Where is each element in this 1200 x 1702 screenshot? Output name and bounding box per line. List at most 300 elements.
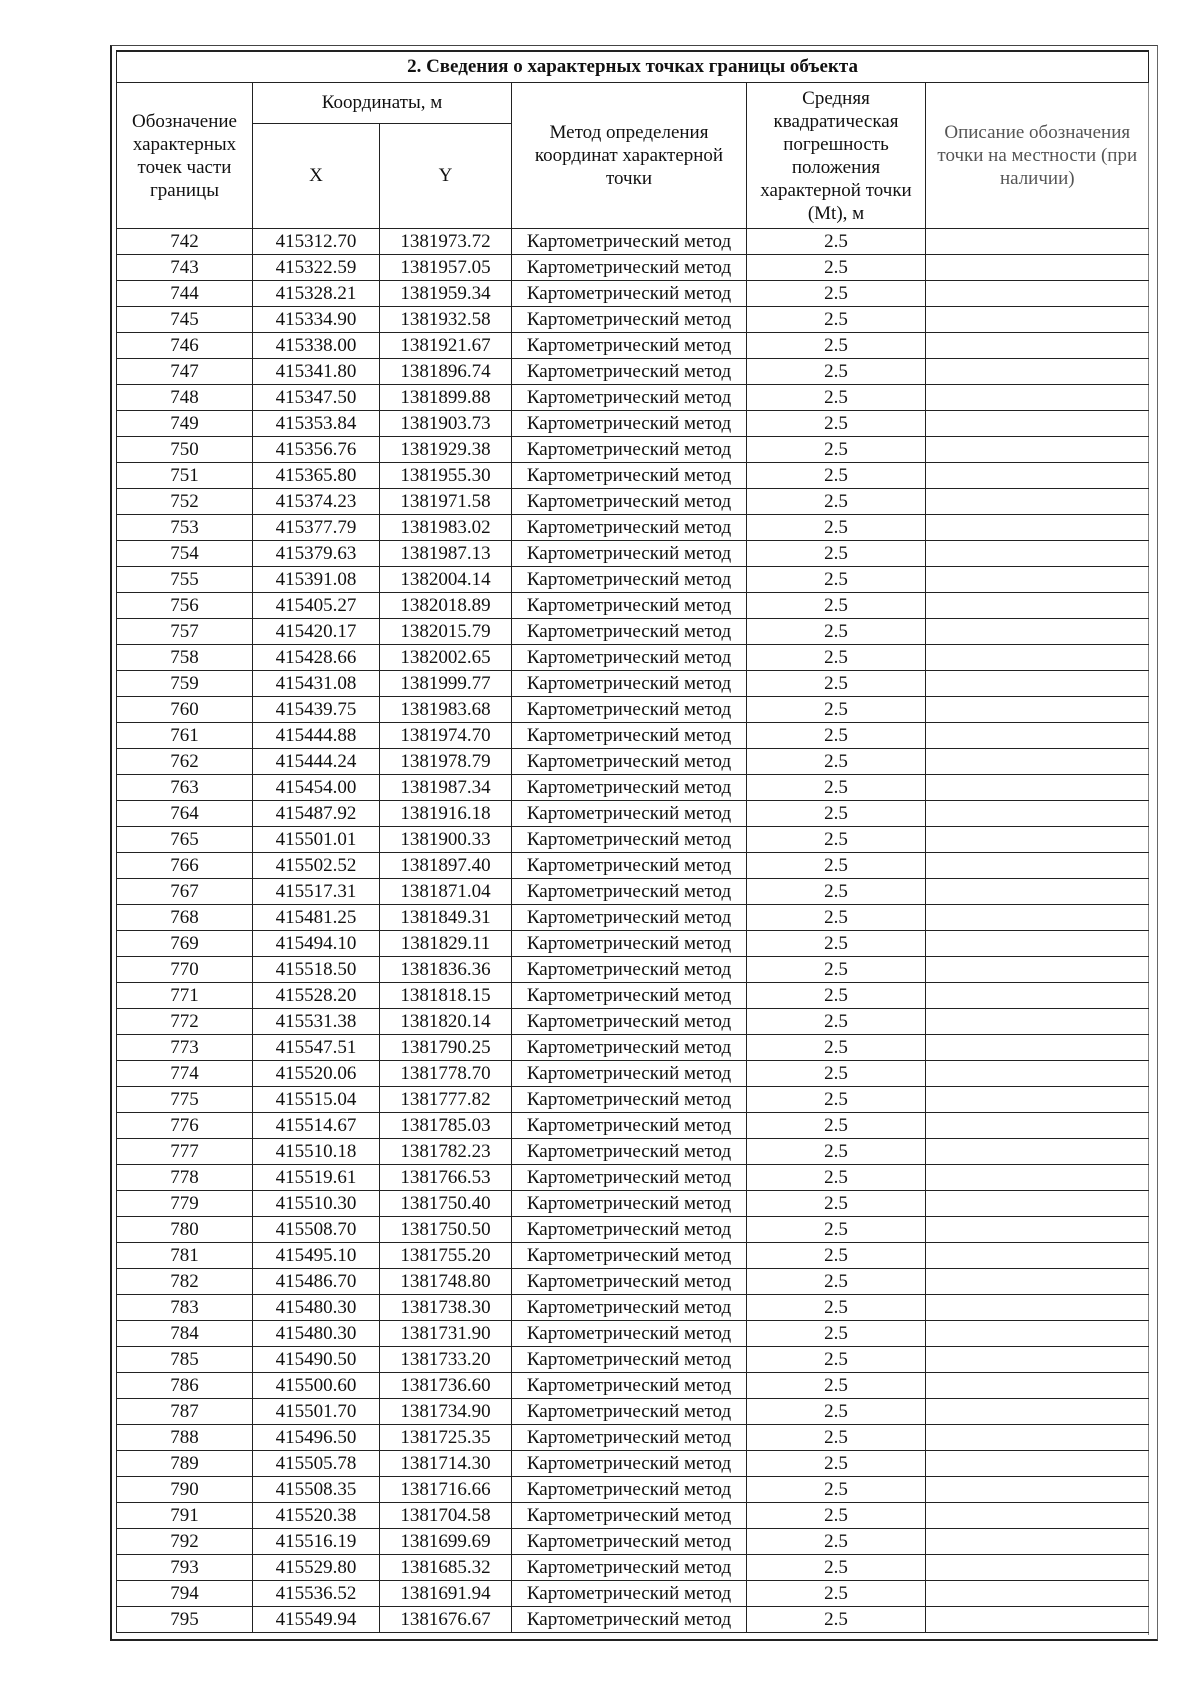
cell-y: 1381685.32 (380, 1555, 512, 1581)
cell-description (926, 1295, 1149, 1321)
cell-point: 744 (117, 281, 253, 307)
cell-point: 787 (117, 1399, 253, 1425)
cell-point: 751 (117, 463, 253, 489)
cell-error: 2.5 (747, 723, 926, 749)
cell-description (926, 1373, 1149, 1399)
table-row (117, 1243, 1149, 1269)
cell-description (926, 255, 1149, 281)
cell-point: 785 (117, 1347, 253, 1373)
cell-method: Картометрический метод (512, 463, 747, 489)
cell-y: 1381899.88 (380, 385, 512, 411)
cell-point: 761 (117, 723, 253, 749)
cell-x: 415505.78 (253, 1451, 380, 1477)
table-row (117, 1139, 1149, 1165)
header-y: Y (380, 124, 512, 229)
table-row (117, 515, 1149, 541)
table-row (117, 1217, 1149, 1243)
cell-method: Картометрический метод (512, 1061, 747, 1087)
cell-description (926, 723, 1149, 749)
cell-error: 2.5 (747, 1425, 926, 1451)
cell-point: 759 (117, 671, 253, 697)
cell-description (926, 1243, 1149, 1269)
cell-method: Картометрический метод (512, 333, 747, 359)
cell-error: 2.5 (747, 489, 926, 515)
cell-method: Картометрический метод (512, 1607, 747, 1633)
cell-description (926, 1113, 1149, 1139)
cell-y: 1381974.70 (380, 723, 512, 749)
table-row (117, 1347, 1149, 1373)
cell-error: 2.5 (747, 1113, 926, 1139)
table-row (117, 749, 1149, 775)
cell-method: Картометрический метод (512, 1373, 747, 1399)
cell-method: Картометрический метод (512, 1009, 747, 1035)
cell-method: Картометрический метод (512, 1217, 747, 1243)
cell-method: Картометрический метод (512, 723, 747, 749)
cell-point: 774 (117, 1061, 253, 1087)
cell-method: Картометрический метод (512, 1529, 747, 1555)
cell-x: 415428.66 (253, 645, 380, 671)
cell-description (926, 671, 1149, 697)
cell-point: 776 (117, 1113, 253, 1139)
cell-y: 1381716.66 (380, 1477, 512, 1503)
cell-x: 415494.10 (253, 931, 380, 957)
cell-error: 2.5 (747, 905, 926, 931)
cell-y: 1381691.94 (380, 1581, 512, 1607)
cell-x: 415431.08 (253, 671, 380, 697)
cell-error: 2.5 (747, 1399, 926, 1425)
cell-description (926, 801, 1149, 827)
cell-point: 747 (117, 359, 253, 385)
cell-y: 1381738.30 (380, 1295, 512, 1321)
cell-description (926, 489, 1149, 515)
cell-point: 750 (117, 437, 253, 463)
cell-method: Картометрический метод (512, 1243, 747, 1269)
cell-description (926, 1321, 1149, 1347)
cell-y: 1382004.14 (380, 567, 512, 593)
cell-y: 1381983.02 (380, 515, 512, 541)
cell-method: Картометрический метод (512, 749, 747, 775)
cell-error: 2.5 (747, 515, 926, 541)
cell-point: 794 (117, 1581, 253, 1607)
cell-description (926, 1217, 1149, 1243)
cell-x: 415338.00 (253, 333, 380, 359)
cell-x: 415496.50 (253, 1425, 380, 1451)
cell-y: 1381959.34 (380, 281, 512, 307)
cell-x: 415514.67 (253, 1113, 380, 1139)
cell-description (926, 619, 1149, 645)
cell-method: Картометрический метод (512, 1555, 747, 1581)
cell-y: 1382018.89 (380, 593, 512, 619)
cell-point: 790 (117, 1477, 253, 1503)
table-row (117, 1087, 1149, 1113)
cell-error: 2.5 (747, 749, 926, 775)
cell-method: Картометрический метод (512, 1347, 747, 1373)
table-row (117, 1191, 1149, 1217)
cell-y: 1381734.90 (380, 1399, 512, 1425)
cell-description (926, 307, 1149, 333)
cell-x: 415420.17 (253, 619, 380, 645)
header-method: Метод определения координат характерной точки (512, 83, 747, 229)
cell-description (926, 593, 1149, 619)
cell-method: Картометрический метод (512, 775, 747, 801)
table-row (117, 1503, 1149, 1529)
cell-error: 2.5 (747, 1139, 926, 1165)
cell-x: 415391.08 (253, 567, 380, 593)
cell-method: Картометрический метод (512, 1191, 747, 1217)
cell-x: 415377.79 (253, 515, 380, 541)
cell-point: 792 (117, 1529, 253, 1555)
cell-y: 1381785.03 (380, 1113, 512, 1139)
table-row (117, 281, 1149, 307)
cell-y: 1381957.05 (380, 255, 512, 281)
cell-error: 2.5 (747, 983, 926, 1009)
cell-point: 756 (117, 593, 253, 619)
header-point: Обозначение характерных точек части границы (117, 83, 253, 229)
cell-x: 415510.18 (253, 1139, 380, 1165)
cell-point: 769 (117, 931, 253, 957)
section-title: 2. Сведения о характерных точках границы объекта (117, 51, 1149, 83)
cell-y: 1381704.58 (380, 1503, 512, 1529)
cell-x: 415518.50 (253, 957, 380, 983)
table-row (117, 1113, 1149, 1139)
table-row (117, 957, 1149, 983)
cell-point: 753 (117, 515, 253, 541)
cell-error: 2.5 (747, 1165, 926, 1191)
cell-method: Картометрический метод (512, 1165, 747, 1191)
cell-y: 1381849.31 (380, 905, 512, 931)
cell-description (926, 333, 1149, 359)
cell-method: Картометрический метод (512, 983, 747, 1009)
cell-description (926, 411, 1149, 437)
cell-description (926, 749, 1149, 775)
table-row (117, 619, 1149, 645)
cell-y: 1381714.30 (380, 1451, 512, 1477)
cell-point: 746 (117, 333, 253, 359)
cell-x: 415322.59 (253, 255, 380, 281)
cell-method: Картометрический метод (512, 879, 747, 905)
cell-y: 1381932.58 (380, 307, 512, 333)
cell-error: 2.5 (747, 541, 926, 567)
cell-x: 415374.23 (253, 489, 380, 515)
header-error: Средняя квадратическая погрешность положения характерной точки (Mt), м (747, 83, 926, 229)
table-row (117, 333, 1149, 359)
cell-y: 1381733.20 (380, 1347, 512, 1373)
cell-point: 780 (117, 1217, 253, 1243)
cell-point: 772 (117, 1009, 253, 1035)
table-row (117, 411, 1149, 437)
table-row (117, 775, 1149, 801)
cell-y: 1381725.35 (380, 1425, 512, 1451)
cell-point: 762 (117, 749, 253, 775)
cell-error: 2.5 (747, 697, 926, 723)
cell-error: 2.5 (747, 671, 926, 697)
cell-description (926, 775, 1149, 801)
cell-error: 2.5 (747, 1607, 926, 1633)
cell-error: 2.5 (747, 1009, 926, 1035)
cell-x: 415439.75 (253, 697, 380, 723)
cell-x: 415444.88 (253, 723, 380, 749)
table-row (117, 645, 1149, 671)
cell-point: 767 (117, 879, 253, 905)
table-row (117, 255, 1149, 281)
cell-y: 1381750.50 (380, 1217, 512, 1243)
cell-point: 766 (117, 853, 253, 879)
cell-description (926, 1061, 1149, 1087)
cell-x: 415517.31 (253, 879, 380, 905)
cell-method: Картометрический метод (512, 619, 747, 645)
cell-method: Картометрический метод (512, 853, 747, 879)
cell-description (926, 1399, 1149, 1425)
boundary-points-table (116, 50, 1149, 1633)
cell-x: 415508.70 (253, 1217, 380, 1243)
cell-method: Картометрический метод (512, 1035, 747, 1061)
cell-description (926, 437, 1149, 463)
cell-y: 1381921.67 (380, 333, 512, 359)
cell-point: 779 (117, 1191, 253, 1217)
cell-y: 1381999.77 (380, 671, 512, 697)
cell-y: 1381955.30 (380, 463, 512, 489)
header-x: X (253, 124, 380, 229)
cell-y: 1381829.11 (380, 931, 512, 957)
cell-error: 2.5 (747, 437, 926, 463)
cell-x: 415481.25 (253, 905, 380, 931)
cell-description (926, 879, 1149, 905)
table-row (117, 879, 1149, 905)
cell-y: 1381750.40 (380, 1191, 512, 1217)
cell-error: 2.5 (747, 619, 926, 645)
cell-error: 2.5 (747, 1503, 926, 1529)
cell-x: 415365.80 (253, 463, 380, 489)
cell-y: 1381748.80 (380, 1269, 512, 1295)
cell-error: 2.5 (747, 879, 926, 905)
cell-point: 791 (117, 1503, 253, 1529)
cell-point: 764 (117, 801, 253, 827)
cell-method: Картометрический метод (512, 1503, 747, 1529)
cell-error: 2.5 (747, 1451, 926, 1477)
cell-method: Картометрический метод (512, 1581, 747, 1607)
cell-method: Картометрический метод (512, 931, 747, 957)
cell-x: 415549.94 (253, 1607, 380, 1633)
cell-y: 1381836.36 (380, 957, 512, 983)
cell-y: 1381973.72 (380, 229, 512, 255)
cell-method: Картометрический метод (512, 905, 747, 931)
cell-description (926, 983, 1149, 1009)
cell-error: 2.5 (747, 593, 926, 619)
cell-method: Картометрический метод (512, 229, 747, 255)
cell-error: 2.5 (747, 1191, 926, 1217)
table-row (117, 229, 1149, 255)
cell-x: 415347.50 (253, 385, 380, 411)
cell-error: 2.5 (747, 1269, 926, 1295)
table-row (117, 905, 1149, 931)
cell-method: Картометрический метод (512, 1321, 747, 1347)
cell-point: 781 (117, 1243, 253, 1269)
cell-error: 2.5 (747, 333, 926, 359)
cell-error: 2.5 (747, 463, 926, 489)
cell-method: Картометрический метод (512, 827, 747, 853)
table-row (117, 489, 1149, 515)
cell-description (926, 1503, 1149, 1529)
cell-y: 1381676.67 (380, 1607, 512, 1633)
cell-point: 743 (117, 255, 253, 281)
cell-method: Картометрический метод (512, 801, 747, 827)
cell-method: Картометрический метод (512, 1113, 747, 1139)
cell-method: Картометрический метод (512, 671, 747, 697)
cell-y: 1381896.74 (380, 359, 512, 385)
table-row (117, 697, 1149, 723)
header-description: Описание обозначения точки на местности (при наличии) (926, 83, 1149, 229)
cell-y: 1381731.90 (380, 1321, 512, 1347)
cell-description (926, 1165, 1149, 1191)
cell-y: 1381987.13 (380, 541, 512, 567)
cell-y: 1381929.38 (380, 437, 512, 463)
cell-error: 2.5 (747, 853, 926, 879)
cell-x: 415516.19 (253, 1529, 380, 1555)
cell-error: 2.5 (747, 1581, 926, 1607)
cell-x: 415405.27 (253, 593, 380, 619)
cell-point: 768 (117, 905, 253, 931)
cell-point: 784 (117, 1321, 253, 1347)
cell-x: 415487.92 (253, 801, 380, 827)
cell-point: 754 (117, 541, 253, 567)
cell-point: 745 (117, 307, 253, 333)
cell-x: 415547.51 (253, 1035, 380, 1061)
cell-error: 2.5 (747, 229, 926, 255)
table-row (117, 1009, 1149, 1035)
cell-error: 2.5 (747, 1087, 926, 1113)
table-body (117, 229, 1149, 1633)
cell-description (926, 541, 1149, 567)
cell-description (926, 1529, 1149, 1555)
table-row (117, 1555, 1149, 1581)
cell-x: 415502.52 (253, 853, 380, 879)
cell-point: 775 (117, 1087, 253, 1113)
cell-description (926, 1035, 1149, 1061)
cell-point: 755 (117, 567, 253, 593)
cell-point: 778 (117, 1165, 253, 1191)
cell-x: 415353.84 (253, 411, 380, 437)
table-row (117, 307, 1149, 333)
cell-y: 1381818.15 (380, 983, 512, 1009)
cell-x: 415520.38 (253, 1503, 380, 1529)
cell-x: 415379.63 (253, 541, 380, 567)
table-row (117, 567, 1149, 593)
cell-description (926, 1191, 1149, 1217)
cell-method: Картометрический метод (512, 281, 747, 307)
cell-x: 415495.10 (253, 1243, 380, 1269)
table-row (117, 1269, 1149, 1295)
cell-x: 415500.60 (253, 1373, 380, 1399)
cell-error: 2.5 (747, 1295, 926, 1321)
cell-error: 2.5 (747, 1555, 926, 1581)
cell-description (926, 1139, 1149, 1165)
cell-method: Картометрический метод (512, 437, 747, 463)
cell-error: 2.5 (747, 359, 926, 385)
cell-error: 2.5 (747, 1477, 926, 1503)
cell-x: 415480.30 (253, 1295, 380, 1321)
cell-y: 1382015.79 (380, 619, 512, 645)
cell-method: Картометрический метод (512, 567, 747, 593)
cell-description (926, 515, 1149, 541)
table-row (117, 853, 1149, 879)
cell-x: 415444.24 (253, 749, 380, 775)
cell-error: 2.5 (747, 1347, 926, 1373)
cell-method: Картометрический метод (512, 359, 747, 385)
cell-y: 1381900.33 (380, 827, 512, 853)
table-row (117, 359, 1149, 385)
cell-description (926, 1009, 1149, 1035)
cell-point: 777 (117, 1139, 253, 1165)
cell-method: Картометрический метод (512, 1269, 747, 1295)
cell-x: 415454.00 (253, 775, 380, 801)
cell-y: 1382002.65 (380, 645, 512, 671)
cell-method: Картометрический метод (512, 957, 747, 983)
cell-point: 771 (117, 983, 253, 1009)
table-row (117, 1295, 1149, 1321)
cell-method: Картометрический метод (512, 1295, 747, 1321)
cell-x: 415480.30 (253, 1321, 380, 1347)
cell-error: 2.5 (747, 411, 926, 437)
table-row (117, 827, 1149, 853)
cell-method: Картометрический метод (512, 307, 747, 333)
table-row (117, 1425, 1149, 1451)
table-row (117, 671, 1149, 697)
table-row (117, 1529, 1149, 1555)
cell-description (926, 827, 1149, 853)
cell-y: 1381778.70 (380, 1061, 512, 1087)
cell-error: 2.5 (747, 307, 926, 333)
cell-error: 2.5 (747, 801, 926, 827)
cell-point: 760 (117, 697, 253, 723)
cell-y: 1381903.73 (380, 411, 512, 437)
cell-point: 763 (117, 775, 253, 801)
cell-y: 1381699.69 (380, 1529, 512, 1555)
cell-description (926, 1451, 1149, 1477)
cell-point: 770 (117, 957, 253, 983)
table-row (117, 1165, 1149, 1191)
cell-x: 415341.80 (253, 359, 380, 385)
cell-y: 1381755.20 (380, 1243, 512, 1269)
cell-x: 415501.01 (253, 827, 380, 853)
table-row (117, 385, 1149, 411)
cell-error: 2.5 (747, 255, 926, 281)
cell-description (926, 957, 1149, 983)
cell-point: 748 (117, 385, 253, 411)
cell-description (926, 1555, 1149, 1581)
cell-point: 793 (117, 1555, 253, 1581)
cell-x: 415531.38 (253, 1009, 380, 1035)
cell-y: 1381987.34 (380, 775, 512, 801)
cell-y: 1381971.58 (380, 489, 512, 515)
cell-method: Картометрический метод (512, 593, 747, 619)
cell-description (926, 359, 1149, 385)
table-row (117, 1581, 1149, 1607)
cell-y: 1381820.14 (380, 1009, 512, 1035)
cell-x: 415515.04 (253, 1087, 380, 1113)
cell-description (926, 1477, 1149, 1503)
cell-method: Картометрический метод (512, 1139, 747, 1165)
cell-description (926, 1425, 1149, 1451)
cell-point: 765 (117, 827, 253, 853)
cell-error: 2.5 (747, 385, 926, 411)
cell-method: Картометрический метод (512, 1399, 747, 1425)
cell-error: 2.5 (747, 1217, 926, 1243)
table-row (117, 1035, 1149, 1061)
cell-y: 1381871.04 (380, 879, 512, 905)
table-row (117, 723, 1149, 749)
cell-error: 2.5 (747, 1035, 926, 1061)
cell-y: 1381790.25 (380, 1035, 512, 1061)
